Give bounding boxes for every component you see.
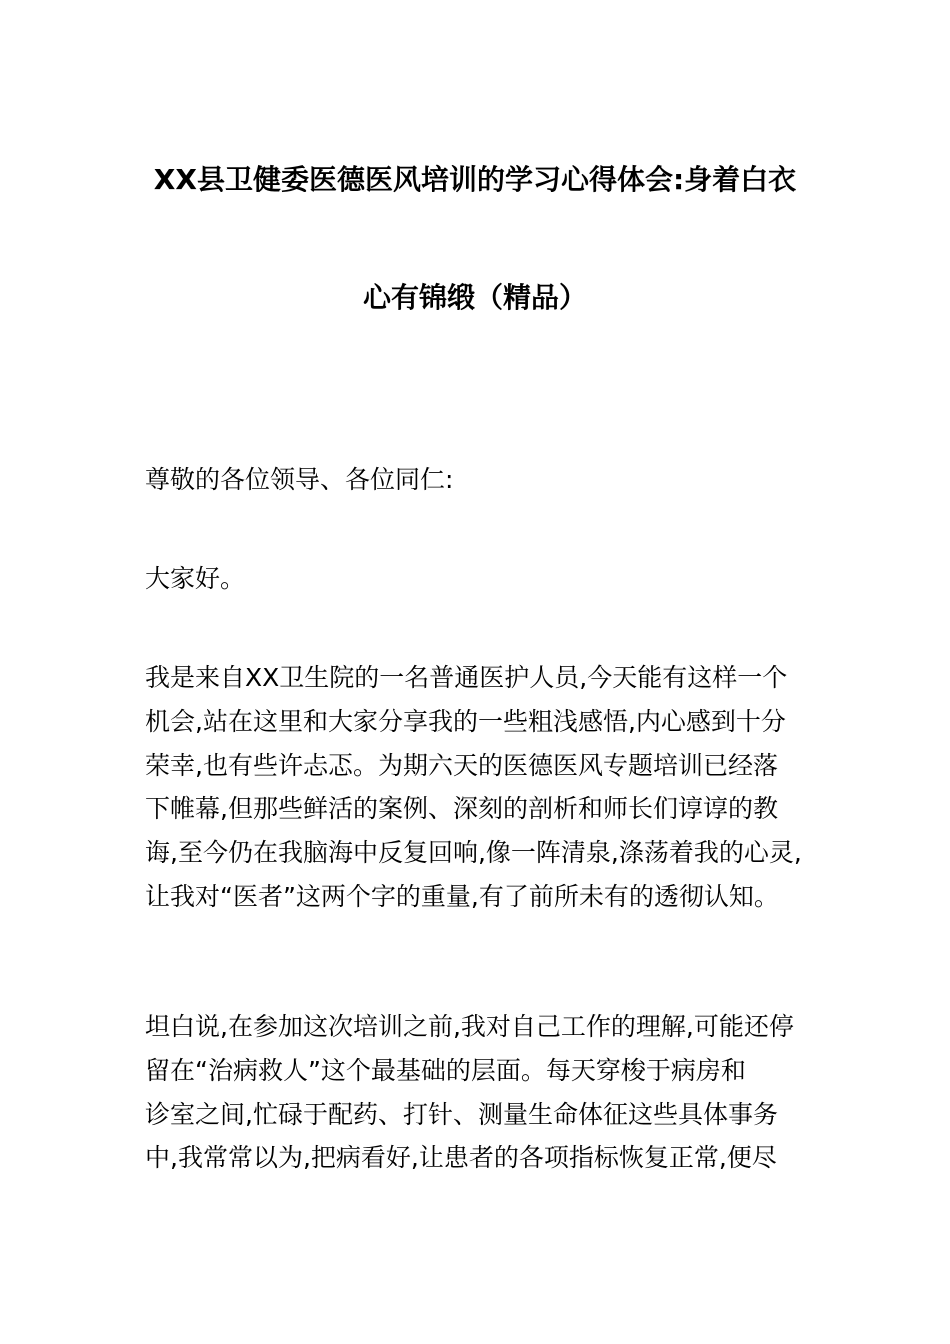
paragraph-1-line: 我是来自XX卫生院的一名普通医护人员,今天能有这样一个 bbox=[145, 663, 788, 692]
salutation: 尊敬的各位领导、各位同仁: bbox=[145, 465, 454, 494]
paragraph-1-line: 下帷幕,但那些鲜活的案例、深刻的剖析和师长们谆谆的教 bbox=[145, 794, 778, 824]
greeting: 大家好。 bbox=[145, 564, 246, 593]
paragraph-2-line: 留在“治病救人”这个最基础的层面。每天穿梭于病房和 bbox=[145, 1055, 746, 1085]
document-title-line-2: 心有锦缎（精品） bbox=[362, 281, 587, 314]
paragraph-1-line: 让我对“医者”这两个字的重量,有了前所未有的透彻认知。 bbox=[145, 881, 779, 911]
paragraph-2-line: 坦白说,在参加这次培训之前,我对自己工作的理解,可能还停 bbox=[145, 1012, 794, 1041]
paragraph-2-line: 诊室之间,忙碌于配药、打针、测量生命体征这些具体事务 bbox=[145, 1099, 778, 1129]
document-title-line-1: XX县卫健委医德医风培训的学习心得体会:身着白衣 bbox=[153, 163, 797, 196]
paragraph-2-line: 中,我常常以为,把病看好,让患者的各项指标恢复正常,便尽 bbox=[145, 1143, 777, 1173]
paragraph-1 bbox=[145, 656, 815, 919]
paragraph-1-line: 荣幸,也有些许忐忑。为期六天的医德医风专题培训已经落 bbox=[145, 750, 778, 780]
paragraph-2 bbox=[145, 1005, 815, 1180]
paragraph-1-line: 诲,至今仍在我脑海中反复回响,像一阵清泉,涤荡着我的心灵, bbox=[145, 838, 802, 868]
paragraph-1-line: 机会,站在这里和大家分享我的一些粗浅感悟,内心感到十分 bbox=[145, 706, 786, 736]
